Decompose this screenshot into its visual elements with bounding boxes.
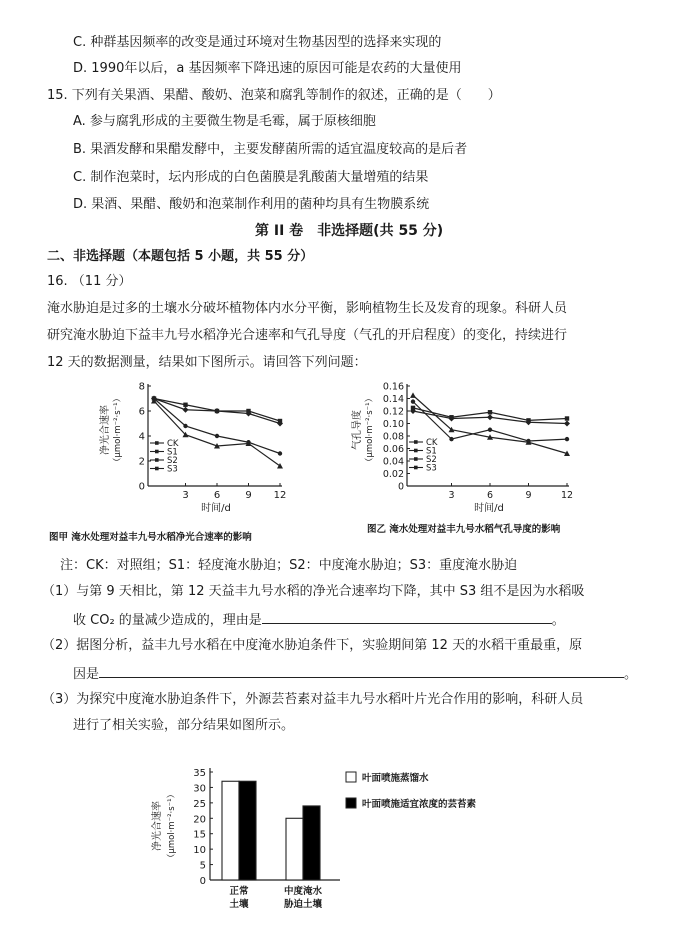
x-tick-label: 12 — [560, 490, 574, 501]
q15-option-a: A. 参与腐乳形成的主要微生物是毛霉，属于原核细胞 — [73, 114, 376, 129]
q16-note: 注：CK：对照组；S1：轻度淹水胁迫；S2：中度淹水胁迫；S3：重度淹水胁迫 — [60, 558, 518, 573]
q16-sub2-line2 — [73, 665, 637, 683]
y-tick-label: 0.08 — [382, 431, 404, 443]
y-tick-label: 25 — [193, 798, 206, 810]
data-point-S1 — [183, 407, 189, 413]
y-tick-label: 10 — [193, 845, 206, 857]
x-tick-label: 12 — [273, 490, 287, 501]
chart-brassinolide-bars — [150, 760, 570, 920]
y-tick-label: 8 — [138, 381, 145, 393]
chart-b-caption: 图乙 淹水处理对益丰九号水稻气孔导度的影响 — [367, 524, 561, 535]
data-point-S2 — [411, 399, 415, 403]
legend-marker-S3 — [155, 467, 159, 471]
q16-intro-line1: 淹水胁迫是过多的土壤水分破坏植物体内水分平衡，影响植物生长及发育的现象。科研人员 — [47, 301, 568, 316]
q16-sub1-period: 。 — [551, 613, 565, 628]
y-tick-label: 0.10 — [382, 419, 404, 430]
legend-marker-S1 — [155, 450, 159, 454]
y-tick-label: 0.14 — [382, 394, 404, 405]
data-point-S3 — [410, 392, 416, 398]
y-tick-label: 5 — [199, 860, 206, 872]
part2-heading: 二、非选择题（本题包括 5 小题，共 55 分） — [47, 249, 314, 264]
q16-sub1-line2 — [73, 611, 565, 629]
legend-label-0: 叶面喷施蒸馏水 — [362, 773, 429, 784]
data-point-CK — [488, 410, 492, 414]
y-tick-label: 15 — [193, 829, 206, 841]
data-point-S1 — [564, 421, 570, 427]
answer-blank-1[interactable] — [262, 611, 552, 624]
x-axis-title: 时间/d — [201, 503, 231, 514]
category-label-1: 中度淹水 — [283, 886, 323, 897]
x-tick-label: 6 — [486, 490, 494, 501]
data-point-S2 — [488, 428, 492, 432]
y-tick-label: 0.02 — [382, 469, 404, 480]
chart-stomatal-conductance — [345, 378, 590, 528]
legend-label-S2: S2 — [167, 456, 178, 466]
q16-sub2-line1: （2）据图分析，益丰九号水稻在中度淹水胁迫条件下，实验期间第 12 天的水稻干重最重，原 — [42, 638, 583, 653]
legend-label-S1: S1 — [167, 447, 178, 458]
y-axis-title: 净光合速率 — [100, 405, 111, 455]
y-tick-label: 0 — [138, 481, 145, 493]
data-point-S2 — [278, 451, 282, 455]
legend-label-S1: S1 — [426, 446, 437, 457]
y-tick-label: 2 — [138, 456, 145, 468]
x-axis-title: 时间/d — [474, 503, 504, 514]
legend-label-1: 叶面喷施适宜浓度的芸苔素 — [362, 799, 477, 810]
category-label-0: 正常 — [229, 886, 249, 897]
chart-net-photosynthesis — [90, 378, 300, 528]
q16-sub3-line2: 进行了相关实验，部分结果如图所示。 — [73, 718, 295, 733]
q15-option-b: B. 果酒发酵和果醋发酵中，主要发酵菌所需的适宜温度较高的是后者 — [73, 142, 468, 157]
legend-label-S3: S3 — [426, 463, 437, 474]
y-tick-label: 6 — [138, 406, 145, 418]
y-tick-label: 35 — [193, 768, 206, 779]
q16-sub2-period: 。 — [624, 667, 638, 682]
x-tick-label: 9 — [525, 490, 532, 501]
data-point-S2 — [183, 424, 187, 428]
category-label-0: 土壤 — [229, 899, 249, 910]
bar-0-1 — [239, 781, 256, 880]
q16-intro-line3: 12 天的数据测量，结果如下图所示。请回答下列问题： — [47, 355, 367, 370]
y-tick-label: 30 — [193, 783, 206, 795]
y-axis-title: 气孔导度 — [352, 410, 363, 450]
data-point-S2 — [565, 437, 569, 441]
q15-stem: 15. 下列有关果酒、果醋、酸奶、泡菜和腐乳等制作的叙述，正确的是（ ） — [47, 88, 501, 103]
q16-sub1-line1: （1）与第 9 天相比，第 12 天益丰九号水稻的净光合速率均下降，其中 S3 组不是因为水稻吸 — [42, 584, 585, 599]
legend-marker-S1 — [414, 449, 418, 453]
legend-marker-CK — [155, 441, 159, 445]
legend-marker-CK — [414, 440, 418, 444]
q16-sub3-line1: （3）为探究中度淹水胁迫条件下，外源芸苔素对益丰九号水稻叶片光合作用的影响，科研人员 — [42, 692, 584, 707]
q16-sub1-text: 收 CO₂ 的量减少造成的，理由是 — [73, 613, 262, 628]
y-tick-label: 0.16 — [382, 381, 404, 393]
x-tick-label: 9 — [245, 490, 252, 501]
q14-option-d: D. 1990年以后，a 基因频率下降迅速的原因可能是农药的大量使用 — [73, 61, 462, 76]
y-tick-label: 0.12 — [382, 406, 404, 418]
data-point-CK — [183, 403, 187, 407]
q16-intro-line2: 研究淹水胁迫下益丰九号水稻净光合速率和气孔导度（气孔的开启程度）的变化，持续进行 — [47, 328, 568, 343]
answer-blank-2[interactable] — [99, 665, 624, 678]
data-point-S1 — [487, 414, 493, 420]
y-axis-unit: （μmol·m⁻²·s⁻¹） — [167, 789, 177, 863]
category-label-1: 胁迫土壤 — [283, 899, 323, 910]
legend-label-S3: S3 — [167, 464, 178, 475]
data-point-S2 — [215, 434, 219, 438]
legend-label-CK: CK — [426, 438, 438, 448]
x-tick-label: 6 — [213, 490, 221, 501]
data-point-CK — [565, 416, 569, 420]
legend-label-CK: CK — [167, 439, 179, 449]
q16-sub2-text: 因是 — [73, 667, 100, 682]
y-tick-label: 0 — [199, 876, 206, 887]
q14-option-c: C. 种群基因频率的改变是通过环境对生物基因型的选择来实现的 — [73, 35, 442, 50]
y-axis-unit: （μmol·m⁻²·s⁻¹） — [365, 393, 375, 467]
q16-number: 16. （11 分） — [47, 274, 132, 289]
y-axis-unit: （μmol·m⁻²·s⁻¹） — [113, 393, 123, 467]
data-point-S2 — [449, 437, 453, 441]
legend-label-S2: S2 — [426, 455, 437, 465]
y-tick-label: 0.04 — [382, 456, 404, 468]
bar-1-0 — [286, 818, 303, 880]
legend-swatch-1 — [346, 798, 356, 808]
bar-1-1 — [303, 806, 320, 880]
legend-marker-S2 — [155, 458, 159, 462]
x-tick-label: 3 — [182, 490, 189, 501]
y-axis-title: 净光合速率 — [152, 801, 163, 851]
legend-marker-S2 — [414, 457, 418, 461]
bar-0-0 — [222, 781, 239, 880]
legend-marker-S3 — [414, 466, 418, 470]
q15-option-d: D. 果酒、果醋、酸奶和泡菜制作利用的菌种均具有生物膜系统 — [73, 197, 430, 212]
legend-swatch-0 — [346, 772, 356, 782]
y-tick-label: 0.06 — [382, 444, 404, 455]
part2-title: 第 II 卷 非选择题(共 55 分) — [255, 223, 444, 239]
y-tick-label: 0 — [397, 481, 404, 493]
chart-a-caption: 图甲 淹水处理对益丰九号水稻净光合速率的影响 — [49, 532, 252, 543]
y-tick-label: 20 — [193, 814, 206, 826]
q15-option-c: C. 制作泡菜时，坛内形成的白色菌膜是乳酸菌大量增殖的结果 — [73, 170, 429, 185]
y-tick-label: 4 — [138, 431, 145, 443]
x-tick-label: 3 — [448, 490, 455, 501]
